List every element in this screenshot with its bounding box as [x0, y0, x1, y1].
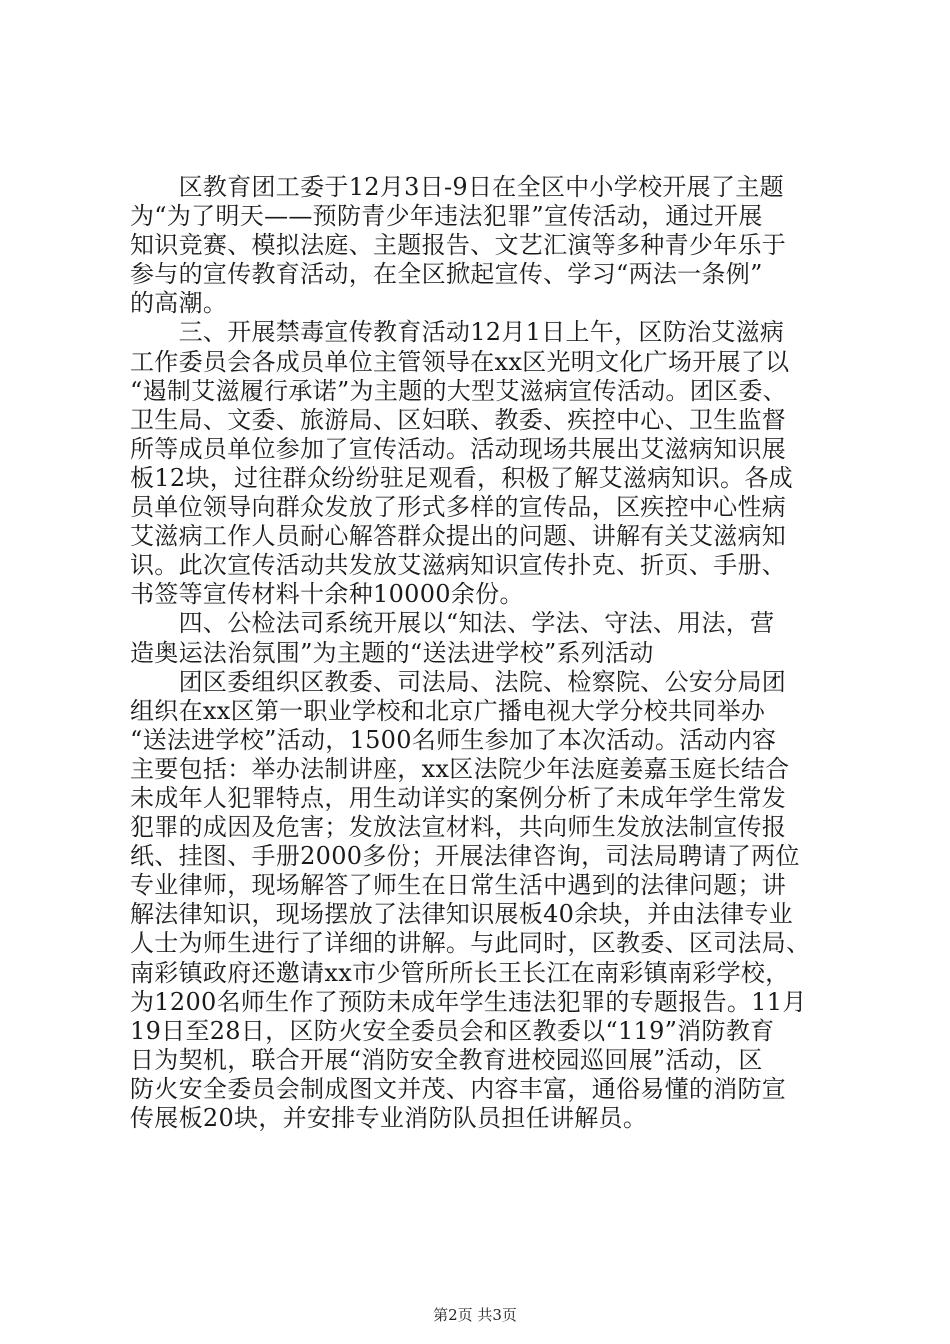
text-line: 组织在xx区第一职业学校和北京广播电视大学分校共同举办	[130, 696, 766, 725]
text-line: 三、开展禁毒宣传教育活动12月1日上午，区防治艾滋病	[130, 318, 785, 347]
text-line: 日为契机，联合开展“消防安全教育进校园巡回展”活动，区	[130, 1045, 763, 1074]
text-line: 团区委组织区教委、司法局、法院、检察院、公安分局团	[130, 667, 787, 696]
text-line: 艾滋病工作人员耐心解答群众提出的问题、讲解有关艾滋病知	[130, 522, 787, 551]
text-line: 专业律师，现场解答了师生在日常生活中遇到的法律问题；讲	[130, 871, 787, 900]
text-line: 19日至28日，区防火安全委员会和区教委以“119”消防教育	[130, 1016, 775, 1045]
text-line: 为1200名师生作了预防未成年学生违法犯罪的专题报告。11月	[130, 987, 807, 1016]
text-line: 所等成员单位参加了宣传活动。活动现场共展出艾滋病知识展	[130, 434, 787, 463]
body-text	[130, 173, 830, 1133]
text-line: 防火安全委员会制成图文并茂、内容丰富，通俗易懂的消防宣	[130, 1074, 787, 1103]
text-line: 主要包括：举办法制讲座，xx区法院少年法庭姜嘉玉庭长结合	[130, 754, 790, 783]
text-line: 南彩镇政府还邀请xx市少管所所长王长江在南彩镇南彩学校，	[130, 958, 790, 987]
text-line: 四、公检法司系统开展以“知法、学法、守法、用法，营	[130, 609, 775, 638]
text-line: 知识竞赛、模拟法庭、主题报告、文艺汇演等多种青少年乐于	[130, 231, 787, 260]
text-line: “送法进学校”活动，1500名师生参加了本次活动。活动内容	[130, 725, 777, 754]
text-line: 区教育团工委于12月3日-9日在全区中小学校开展了主题	[130, 173, 784, 201]
text-line: 解法律知识，现场摆放了法律知识展板40余块，并由法律专业	[130, 900, 793, 929]
text-line: 纸、挂图、手册2000多份；开展法律咨询，司法局聘请了两位	[130, 842, 800, 871]
text-line: 员单位领导向群众发放了形式多样的宣传品，区疾控中心性病	[130, 493, 787, 522]
text-line: 工作委员会各成员单位主管领导在xx区光明文化广场开展了以	[130, 347, 790, 376]
text-line: 卫生局、文委、旅游局、区妇联、教委、疾控中心、卫生监督	[130, 405, 787, 434]
text-line: 为“为了明天——预防青少年违法犯罪”宣传活动，通过开展	[130, 202, 763, 231]
text-line: 未成年人犯罪特点，用生动详实的案例分析了未成年学生常发	[130, 783, 787, 812]
text-line: 板12块，过往群众纷纷驻足观看，积极了解艾滋病知识。各成	[130, 463, 793, 492]
page-footer: 第2页 共3页	[433, 1306, 517, 1324]
text-line: 参与的宣传教育活动，在全区掀起宣传、学习“两法一条例”	[130, 260, 763, 289]
text-line: 的高潮。	[130, 289, 228, 318]
text-line: “遏制艾滋履行承诺”为主题的大型艾滋病宣传活动。团区委、	[130, 376, 787, 405]
text-line: 造奥运法治氛围”为主题的“送法进学校”系列活动	[130, 638, 654, 667]
text-line: 传展板20块，并安排专业消防队员担任讲解员。	[130, 1104, 648, 1132]
text-line: 人士为师生进行了详细的讲解。与此同时，区教委、区司法局、	[130, 929, 811, 958]
text-line: 书签等宣传材料十余种10000余份。	[130, 580, 524, 609]
text-line: 识。此次宣传活动共发放艾滋病知识宣传扑克、折页、手册、	[130, 551, 787, 580]
text-line: 犯罪的成因及危害；发放法宣材料，共向师生发放法制宣传报	[130, 813, 787, 842]
